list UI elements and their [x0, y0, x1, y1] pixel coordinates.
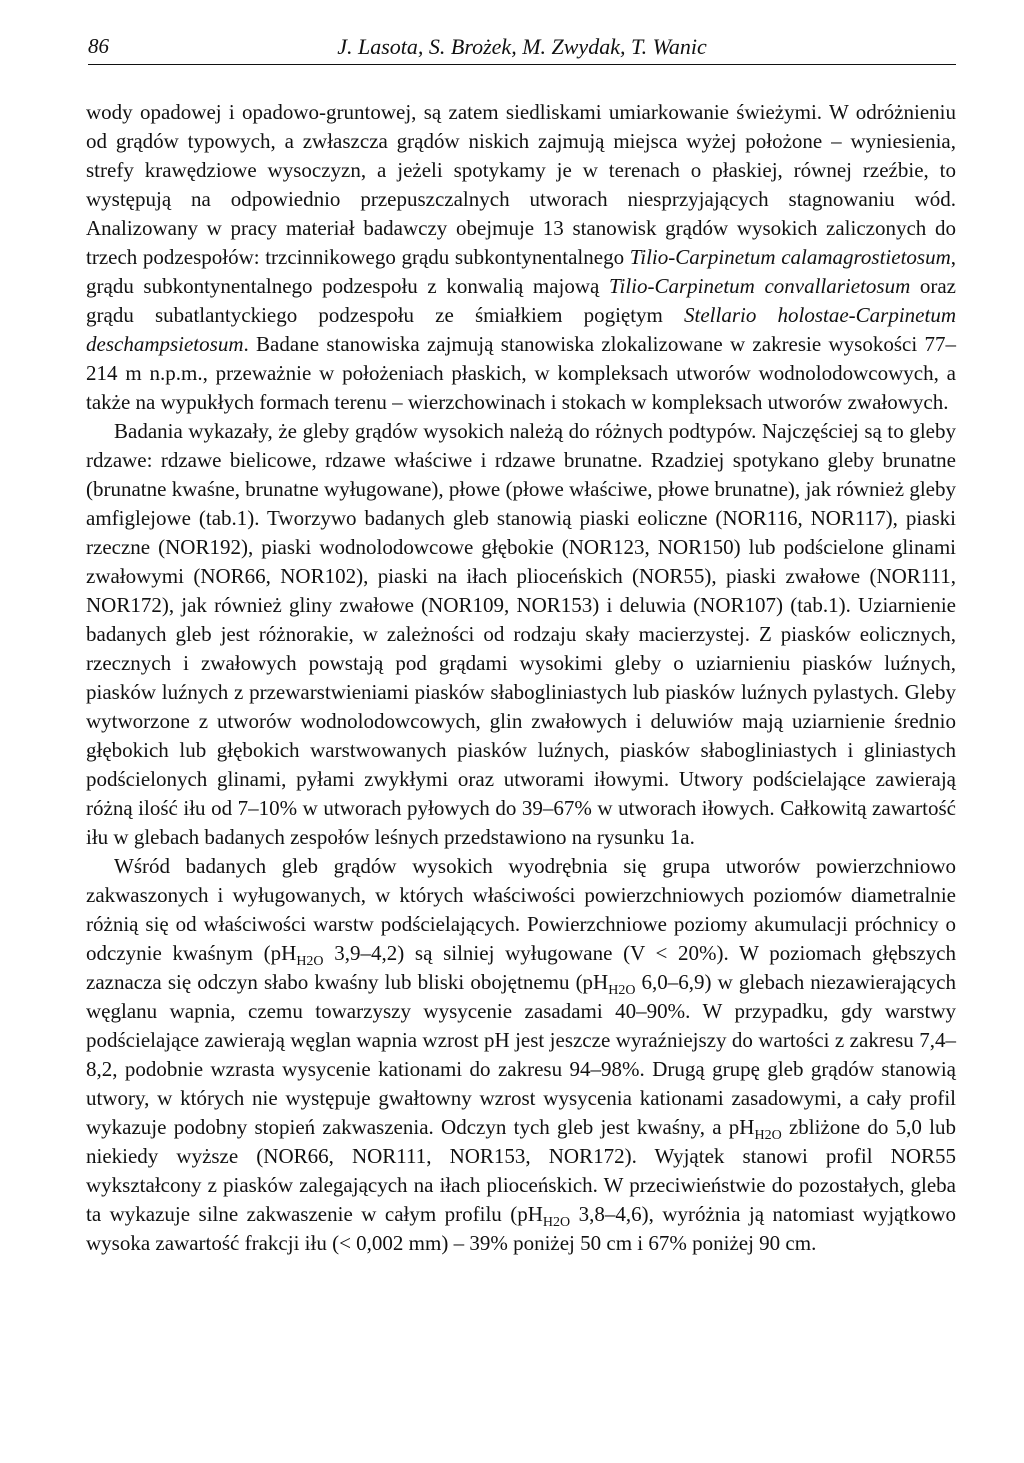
- paragraph: [86, 417, 956, 852]
- text-run: . Badane stanowiska zajmują stanowiska zlokalizowane w zakresie wysokości 77–214 m n.p.m., przeważnie w położeniach płaskich, w kompleksach utworów wodnolodowcowych, a także na wypukłych formach terenu – wierzchowinach i stokach w kompleksach utworów zwałowych.: [86, 332, 956, 414]
- text-run: 6,0–6,9) w glebach niezawierających węglanu wapnia, czemu towarzyszy wysycenie zasadami 40–90%. W przypadku, gdy warstwy podścielające zawierają węglan wapnia wzrost pH jest jeszcze wyraźniejszy do wartości z zakresu 7,4–8,2, podobnie wzrasta wysycenie kationami do zakresu 94–98%. Drugą grupę gleb grądów stanowią utwory, w których nie występuje gwałtowny wzrost wysycenia kationami zasadowymi, a cały profil wykazuje podobny stopień zakwaszenia. Odczyn tych gleb jest kwaśny, a pH: [86, 970, 957, 1139]
- subscript: H2O: [608, 983, 636, 999]
- text-run: Badania wykazały, że gleby grądów wysokich należą do różnych podtypów. Najczęściej są to gleby rdzawe: rdzawe bielicowe, rdzawe właściwe i rdzawe brunatne. Rzadziej spotykano gleby brunatne (brunatne kwaśne, brunatne wyługowane), płowe (płowe właściwe, płowe brunatne), jak również gleby amfiglejowe (tab.1). Tworzywo badanych gleb stanowią piaski eoliczne (NOR116, NOR117), piaski rzeczne (NOR192), piaski wodnolodowcowe głębokie (NOR123, NOR150) lub podścielone glinami zwałowymi (NOR66, NOR102), piaski na iłach plioceńskich (NOR55), piaski zwałowe (NOR111, NOR172), jak również gliny zwałowe (NOR109, NOR153) i deluwia (NOR107) (tab.1). Uziarnienie badanych gleb jest różnorakie, w zależności od rodzaju skały macierzystej. Z piasków eolicznych, rzecznych i zwałowych powstają pod grądami wysokimi gleby o uziarnieniu piasków luźnych, piasków luźnych z przewarstwieniami piasków słabogliniastych lub piasków luźnych pylastych. Gleby wytworzone z utworów wodnolodowcowych, glin zwałowych i deluwiów mają uziarnienie średnio głębokich lub głębokich warstwowanych piasków luźnych, piasków słabogliniastych i gliniastych podścielonych glinami, pyłami zwykłymi oraz utworami iłowymi. Utwory podścielające zawierają różną ilość iłu od 7–10% w utworach pyłowych do 39–67% w utworach iłowych. Całkowitą zawartość iłu w glebach badanych zespołów leśnych przedstawiono na rysunku 1a.: [86, 419, 956, 849]
- text-run: zbliżone do 5,0 lub niekiedy wyższe (NOR66, NOR111, NOR153, NOR172). Wyjątek stanowi profil NOR55 wykształcony z piasków zalegających na iłach plioceńskich. W przeciwieństwie do pozostałych, gleba ta wykazuje silne zakwaszenie w całym profilu (pH: [86, 1115, 956, 1226]
- latin-name: Tilio-Carpinetum calamagrostietosum: [629, 245, 951, 269]
- text-run: 3,8–4,6), wyróżnia ją natomiast wyjątkowo wysoka zawartość frakcji iłu (< 0,002 mm) – 39% poniżej 50 cm i 67% poniżej 90 cm.: [86, 1202, 956, 1255]
- subscript: H2O: [754, 1128, 782, 1144]
- paragraph: [86, 852, 956, 1258]
- text-run: oraz grądu subatlantyckiego podzespołu ze śmiałkiem pogiętym: [86, 274, 956, 327]
- subscript: H2O: [296, 954, 324, 970]
- page-number: 86: [88, 34, 109, 58]
- text-run: Wśród badanych gleb grądów wysokich wyodrębnia się grupa utworów powierzchniowo zakwaszonych i wyługowanych, w których właściwości powierzchniowych poziomów diametralnie różnią się od właściwości warstw podścielających. Powierzchniowe poziomy akumulacji próchnicy o odczynie kwaśnym (pH: [86, 854, 956, 965]
- paragraph: [86, 98, 956, 417]
- body-text: [86, 98, 956, 1258]
- latin-name: Tilio-Carpinetum convallarietosum: [608, 274, 911, 298]
- text-run: wody opadowej i opadowo-gruntowej, są zatem siedliskami umiarkowanie świeżymi. W odróżnieniu od grądów typowych, a zwłaszcza grądów niskich zajmują miejsca wyżej położone – wyniesienia, strefy krawędziowe wysoczyzn, a jeżeli spotykamy je w terenach o płaskiej, równej rzeźbie, to występują na odpowiednio przepuszczalnych utworach niesprzyjających stagnowaniu wód. Analizowany w pracy materiał badawczy obejmuje 13 stanowisk grądów wysokich zaliczonych do trzech podzespołów: trzcinnikowego grądu subkontynentalnego: [86, 100, 956, 269]
- subscript: H2O: [542, 1215, 571, 1231]
- latin-name: Stellario holostae-Carpinetum deschampsietosum: [86, 303, 956, 356]
- running-header: [88, 30, 956, 65]
- text-run: , grądu subkontynentalnego podzespołu z konwalią majową: [86, 245, 957, 298]
- text-run: 3,9–4,2) są silniej wyługowane (V < 20%). W poziomach głębszych zaznacza się odczyn słabo kwaśny lub bliski obojętnemu (pH: [86, 941, 956, 994]
- running-head-authors: J. Lasota, S. Brożek, M. Zwydak, T. Wanic: [337, 34, 707, 59]
